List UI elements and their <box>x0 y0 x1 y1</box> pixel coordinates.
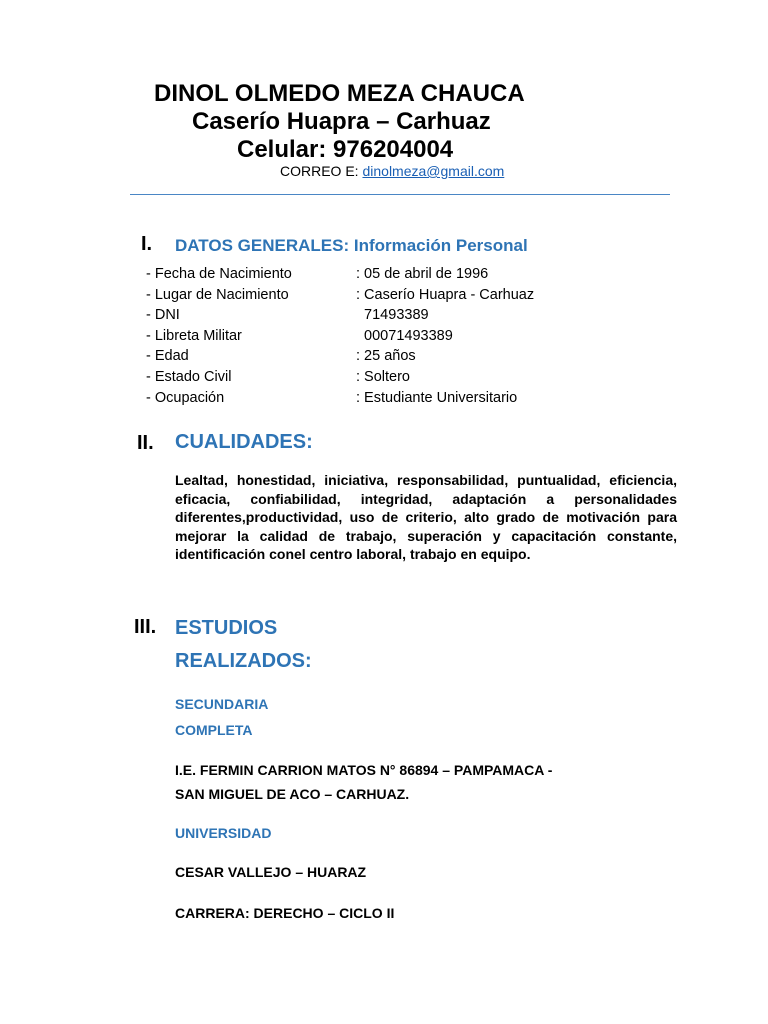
info-value: : Caserío Huapra - Carhuaz <box>356 287 535 303</box>
address: Caserío Huapra – Carhuaz <box>192 108 491 135</box>
phone: Celular: 976204004 <box>237 136 454 163</box>
info-value: 00071493389 <box>356 328 453 344</box>
email-line <box>280 163 504 179</box>
personal-info-list <box>146 265 666 415</box>
header-divider <box>130 194 670 195</box>
email-link[interactable]: dinolmeza@gmail.com <box>362 163 505 179</box>
info-row <box>146 389 666 407</box>
info-value: : 05 de abril de 1996 <box>356 266 489 282</box>
section-1-subtitle: Información Personal <box>353 236 528 255</box>
section-2-title: CUALIDADES: <box>175 431 313 453</box>
secondary-label-line1: SECUNDARIA <box>175 696 269 712</box>
info-row <box>146 306 666 324</box>
section-1-title <box>175 236 528 256</box>
info-label: - Lugar de Nacimiento <box>146 287 289 303</box>
info-row <box>146 327 666 345</box>
info-value: : Estudiante Universitario <box>356 390 518 406</box>
info-label: - Libreta Militar <box>146 328 242 344</box>
info-label: - Fecha de Nacimiento <box>146 266 292 282</box>
info-value: : Soltero <box>356 369 410 385</box>
section-3-number: III. <box>134 616 157 638</box>
university-label: UNIVERSIDAD <box>175 825 272 841</box>
section-1-number: I. <box>141 233 153 255</box>
career: CARRERA: DERECHO – CICLO II <box>175 905 395 921</box>
info-row <box>146 368 666 386</box>
info-label: - Edad <box>146 348 189 364</box>
qualities-paragraph: Lealtad, honestidad, iniciativa, responsabilidad, puntualidad, eficiencia, eficacia, confiabilidad, integridad, adaptación a personalidades diferentes,productividad, uso de criterio, alto grado de motivación para mejorar la calidad de trabajo, superación y capacitación constante, identificación conel centro laboral, trabajo en equipo. <box>175 472 677 562</box>
info-row <box>146 286 666 304</box>
info-value: : 25 años <box>356 348 416 364</box>
info-row <box>146 347 666 365</box>
info-row <box>146 265 666 283</box>
candidate-name: DINOL OLMEDO MEZA CHAUCA <box>154 80 525 107</box>
school-line2: SAN MIGUEL DE ACO – CARHUAZ. <box>175 786 410 802</box>
school-line1: I.E. FERMIN CARRION MATOS N° 86894 – PAMPAMACA - <box>175 762 553 778</box>
secondary-label-line2: COMPLETA <box>175 722 253 738</box>
info-label: - Estado Civil <box>146 369 232 385</box>
section-3-title-line1: ESTUDIOS <box>175 617 278 639</box>
info-value: 71493389 <box>356 307 429 323</box>
section-1-title-main: DATOS GENERALES: <box>175 236 350 255</box>
info-label: - Ocupación <box>146 390 225 406</box>
university-name: CESAR VALLEJO – HUARAZ <box>175 864 367 880</box>
section-2-number: II. <box>137 432 154 454</box>
email-label: CORREO E: <box>280 163 363 179</box>
info-label: - DNI <box>146 307 180 323</box>
section-3-title-line2: REALIZADOS: <box>175 650 312 672</box>
